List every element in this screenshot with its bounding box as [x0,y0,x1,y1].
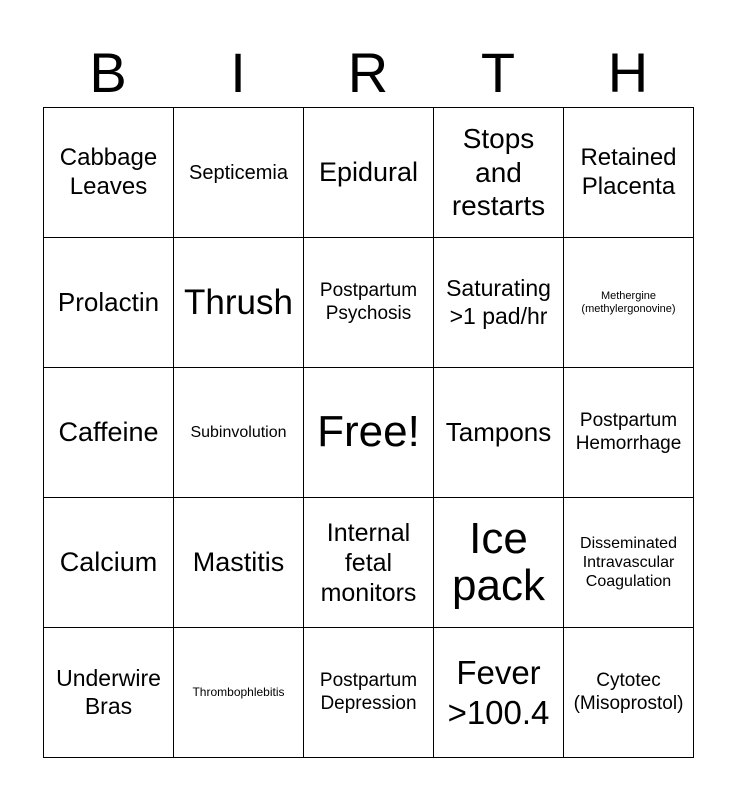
bingo-cell[interactable]: Disseminated Intravascular Coagulation [564,498,694,628]
bingo-cell[interactable]: Ice pack [434,498,564,628]
header-letter-b: B [89,41,127,104]
header-letter-h: H [607,41,649,104]
bingo-board [43,107,694,758]
bingo-cell[interactable]: Postpartum Depression [304,628,434,758]
bingo-cell[interactable]: Thrush [174,238,304,368]
bingo-cell[interactable]: Thrombophlebitis [174,628,304,758]
bingo-cell[interactable]: Septicemia [174,108,304,238]
bingo-cell[interactable]: Tampons [434,368,564,498]
header-letter-t: T [480,41,516,104]
header-letter-r: R [347,41,389,104]
bingo-cell[interactable]: Fever >100.4 [434,628,564,758]
bingo-cell[interactable]: Mastitis [174,498,304,628]
bingo-cell[interactable]: Postpartum Psychosis [304,238,434,368]
free-space-cell[interactable]: Free! [304,368,434,498]
bingo-cell[interactable]: Retained Placenta [564,108,694,238]
bingo-cell[interactable]: Epidural [304,108,434,238]
bingo-cell[interactable]: Subinvolution [174,368,304,498]
bingo-cell[interactable]: Prolactin [44,238,174,368]
bingo-cell[interactable]: Caffeine [44,368,174,498]
header-letter-i: I [230,41,246,104]
bingo-cell[interactable]: Stops and restarts [434,108,564,238]
bingo-cell[interactable]: Calcium [44,498,174,628]
bingo-cell[interactable]: Cytotec (Misoprostol) [564,628,694,758]
bingo-cell[interactable]: Postpartum Hemorrhage [564,368,694,498]
bingo-cell[interactable]: Underwire Bras [44,628,174,758]
bingo-cell[interactable]: Cabbage Leaves [44,108,174,238]
bingo-cell[interactable]: Methergine (methylergonovine) [564,238,694,368]
bingo-header [43,40,693,106]
bingo-cell[interactable]: Saturating >1 pad/hr [434,238,564,368]
bingo-cell[interactable]: Internal fetal monitors [304,498,434,628]
